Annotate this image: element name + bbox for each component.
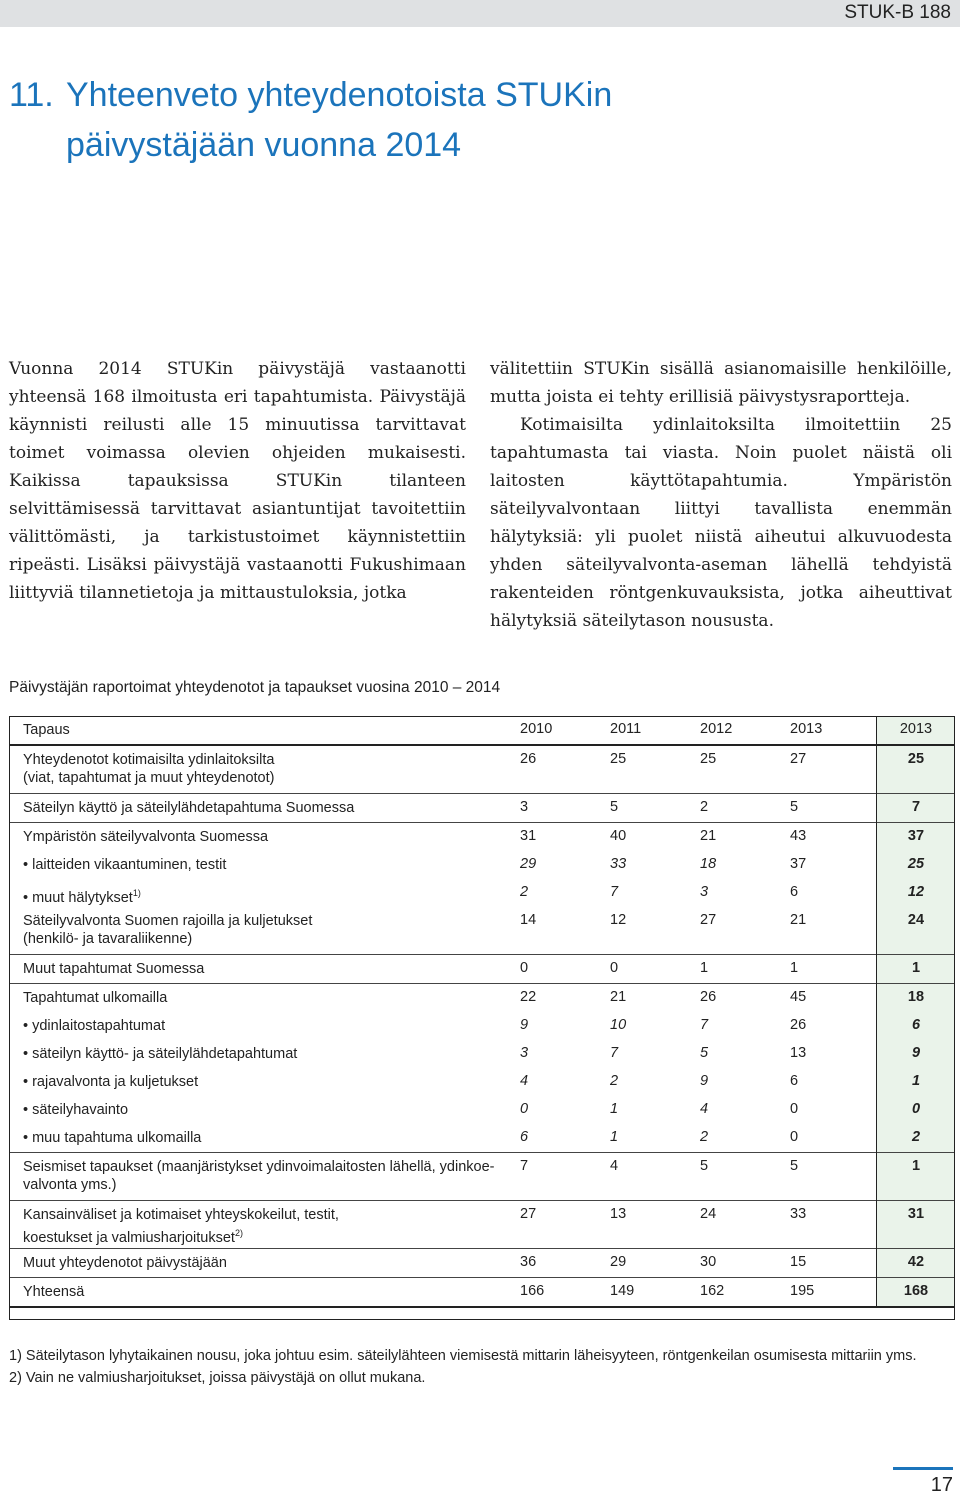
table-cell: 2 (700, 1129, 709, 1145)
table-cell: 7 (610, 1045, 619, 1061)
table-cell: 1 (610, 1101, 619, 1117)
series-label: STUK-B 188 (844, 2, 951, 23)
table-cell: 29 (606, 1249, 696, 1278)
row-label: Säteilyvalvonta Suomen rajoilla ja kuljetukset (23, 913, 313, 929)
table-cell: 33 (610, 856, 627, 872)
table-cell: 24 (877, 907, 956, 955)
header-cell: 2010 (520, 721, 553, 737)
row-label-line2: (henkilö- ja tavaraliikenne) (23, 931, 193, 947)
table-cell: 9 (700, 1073, 709, 1089)
table-cell: 31 (877, 1201, 956, 1249)
table-row (9, 984, 955, 1013)
table-cell: 27 (516, 1201, 606, 1249)
table-cell: 42 (877, 1249, 956, 1278)
table-cell: 162 (696, 1278, 786, 1308)
table-cell: 166 (516, 1278, 606, 1308)
table-total-row (9, 1278, 955, 1308)
table-row (9, 1096, 955, 1124)
table-row (9, 879, 955, 907)
table-cell: 1 (877, 1153, 956, 1201)
chapter-title-line2: päivystäjään vuonna 2014 (66, 126, 462, 164)
footnote-marker: 2) (234, 1228, 243, 1238)
body-column-right (490, 355, 952, 635)
table-cell: 195 (786, 1278, 877, 1308)
table-cell: 5 (696, 1153, 786, 1201)
row-label: • säteilyn käyttö- ja säteilylähdetapahtumat (23, 1046, 298, 1062)
header-cell: 2013 (790, 721, 823, 737)
table-cell: 27 (700, 912, 717, 928)
header-cell: 2011 (610, 721, 642, 737)
table-cell: 168 (877, 1278, 956, 1308)
table-row (9, 1201, 955, 1249)
row-label: • säteilyhavainto (23, 1102, 129, 1118)
table-cell: 9 (877, 1040, 956, 1068)
table-row (9, 823, 955, 852)
table-cell: 6 (790, 1073, 799, 1089)
footnote-marker: 1) (132, 888, 141, 898)
table-cell: 18 (877, 984, 956, 1013)
table-cell: 30 (696, 1249, 786, 1278)
page-number-rule (893, 1467, 953, 1470)
chapter-title-line1: Yhteenveto yhteydenotoista STUKin (66, 76, 613, 114)
table-cell: 26 (790, 1017, 807, 1033)
table-cell: 25 (696, 745, 786, 794)
table-cell: 6 (520, 1129, 529, 1145)
page-number: 17 (930, 1474, 953, 1496)
table-cell: 2 (610, 1073, 619, 1089)
header-cell: 2012 (700, 721, 733, 737)
table-cell: 40 (606, 823, 696, 852)
body-paragraph: välitettiin STUKin sisällä asianomaisille henkilöille, mutta joista ei tehty erillisiä päivystysraportteja. (490, 359, 952, 407)
table-cell: 29 (520, 856, 537, 872)
table-cell: 4 (606, 1153, 696, 1201)
table-caption: Päivystäjän raportoimat yhteydenotot ja tapaukset vuosina 2010 – 2014 (9, 679, 501, 696)
table-cell: 25 (877, 851, 956, 879)
row-label: • ydinlaitostapahtumat (23, 1018, 166, 1034)
table-cell: 5 (606, 794, 696, 823)
header-band (0, 0, 960, 27)
table-cell: 2 (696, 794, 786, 823)
incident-table (9, 716, 955, 1308)
table-cell: 6 (790, 884, 799, 900)
table-cell: 0 (520, 1101, 529, 1117)
row-label: • rajavalvonta ja kuljetukset (23, 1074, 199, 1090)
row-label: Kansainväliset ja kotimaiset yhteyskokeilut, testit, (23, 1207, 339, 1223)
footnote-1: 1) Säteilytason lyhytaikainen nousu, joka johtuu esim. säteilylähteen viemisestä mittarin läheisyyteen, röntgenkeilan osumisesta mittariin yms. (9, 1348, 917, 1364)
table-cell: 7 (516, 1153, 606, 1201)
table-cell: 5 (786, 794, 877, 823)
table-cell: 5 (700, 1045, 709, 1061)
table-cell: 3 (520, 1045, 529, 1061)
table-cell: 2 (877, 1124, 956, 1153)
table-cell: 0 (516, 955, 606, 984)
row-label-line2: valvonta yms.) (23, 1177, 117, 1193)
table-cell: 4 (700, 1101, 709, 1117)
table-cell: 1 (610, 1129, 619, 1145)
table-row (9, 794, 955, 823)
table-cell: 12 (610, 912, 627, 928)
table-cell: 37 (790, 856, 807, 872)
table-cell: 1 (696, 955, 786, 984)
table-cell: 3 (516, 794, 606, 823)
footnote-2: 2) Vain ne valmiusharjoitukset, joissa päivystäjä on ollut mukana. (9, 1370, 426, 1386)
table-cell: 26 (516, 745, 606, 794)
table-cell: 27 (786, 745, 877, 794)
body-paragraph: Kotimaisilta ydinlaitoksilta ilmoitettiin 25 tapahtumasta tai viasta. Noin puolet näistä oli laitosten käyttötapahtumia. Ympäristön säteilyvalvontaan liittyi tavallista enemmän hälytyksiä: yli puolet niistä aiheutui alkuvuodesta yhden säteilyvalvonta-aseman lähellä tehdyistä rakenteiden röntgenkuvauksista, jotka aiheuttivat hälytyksiä säteilytason noususta. (490, 415, 952, 631)
chapter-title (9, 70, 612, 170)
row-label: • laitteiden vikaantuminen, testit (23, 857, 227, 873)
footnotes (9, 1345, 917, 1389)
body-column-left (9, 355, 466, 607)
table-cell: 1 (877, 955, 956, 984)
table-cell: 149 (606, 1278, 696, 1308)
table-row (9, 1068, 955, 1096)
table-row (9, 1124, 955, 1153)
table-cell: 0 (790, 1129, 799, 1145)
table-cell: 3 (700, 884, 709, 900)
table-cell: 7 (877, 794, 956, 823)
row-label: Muut tapahtumat Suomessa (9, 955, 516, 984)
table-row (9, 1249, 955, 1278)
table-cell: 13 (606, 1201, 696, 1249)
row-label: Tapahtumat ulkomailla (9, 984, 516, 1013)
table-cell: 26 (696, 984, 786, 1013)
table-cell: 0 (606, 955, 696, 984)
table-cell: 0 (877, 1096, 956, 1124)
row-label: Yhteydenotot kotimaisilta ydinlaitoksilta (23, 752, 275, 768)
table-cell: 15 (786, 1249, 877, 1278)
table-cell: 6 (877, 1012, 956, 1040)
table-cell: 43 (786, 823, 877, 852)
table-cell: 9 (520, 1017, 529, 1033)
table-cell: 36 (516, 1249, 606, 1278)
table-cell: 12 (877, 879, 956, 907)
table-cell: 24 (696, 1201, 786, 1249)
header-cell: Tapaus (23, 722, 70, 738)
table-cell: 37 (877, 823, 956, 852)
table-row (9, 907, 955, 955)
table-cell: 7 (700, 1017, 709, 1033)
table-row (9, 1040, 955, 1068)
table-row (9, 1153, 955, 1201)
row-label: Yhteensä (9, 1278, 516, 1308)
table-cell: 21 (606, 984, 696, 1013)
body-paragraph: Vuonna 2014 STUKin päivystäjä vastaanotti yhteensä 168 ilmoitusta eri tapahtumista. Päivystäjä käynnisti reilusti alle 15 minuutissa tarvittavat toimet voimassa olevien ohjeiden mukaisesti. Kaikissa tapauksissa STUKin tilanteen selvittämisessä tarvittavat asiantuntijat tavoitettiin välittömästi, ja tarkistustoimet käynnistettiin ripeästi. Lisäksi päivystäjä vastaanotti Fukushimaan liittyviä tilannetietoja ja mittaustuloksia, jotka (9, 359, 466, 603)
table-cell: 14 (520, 912, 537, 928)
table-row (9, 745, 955, 794)
row-label: Säteilyn käyttö ja säteilylähdetapahtuma Suomessa (9, 794, 516, 823)
row-label: • muu tapahtuma ulkomailla (23, 1130, 202, 1146)
table-cell: 13 (790, 1045, 807, 1061)
table-cell: 5 (786, 1153, 877, 1201)
row-label: • muut hälytykset (23, 889, 133, 906)
row-label: Seismiset tapaukset (maanjäristykset ydinvoimalaitosten lähellä, ydinkoe- (23, 1159, 495, 1175)
table-cell: 10 (610, 1017, 627, 1033)
table-header-row (9, 716, 955, 745)
row-label-line2: (viat, tapahtumat ja muut yhteydenotot) (23, 770, 275, 786)
table-cell: 18 (700, 856, 717, 872)
table-cell: 1 (877, 1068, 956, 1096)
table-cell: 21 (696, 823, 786, 852)
table-cell: 22 (516, 984, 606, 1013)
header-cell: 2013 (877, 716, 956, 745)
table-cell: 2 (520, 884, 529, 900)
table-cell: 31 (516, 823, 606, 852)
row-label: Ympäristön säteilyvalvonta Suomessa (9, 823, 516, 852)
table-cell: 25 (606, 745, 696, 794)
table-cell: 4 (520, 1073, 529, 1089)
row-label: Muut yhteydenotot päivystäjään (9, 1249, 516, 1278)
table-cell: 33 (786, 1201, 877, 1249)
table-cell: 1 (786, 955, 877, 984)
table-cell: 21 (790, 912, 807, 928)
table-cell: 0 (790, 1101, 799, 1117)
row-label-line2: koestukset ja valmiusharjoitukset (23, 1229, 235, 1246)
chapter-number: 11. (9, 76, 54, 114)
table-row (9, 955, 955, 984)
table-cell: 7 (610, 884, 619, 900)
table-cell: 25 (877, 745, 956, 794)
table-row (9, 1012, 955, 1040)
table-row (9, 851, 955, 879)
table-cell: 45 (786, 984, 877, 1013)
